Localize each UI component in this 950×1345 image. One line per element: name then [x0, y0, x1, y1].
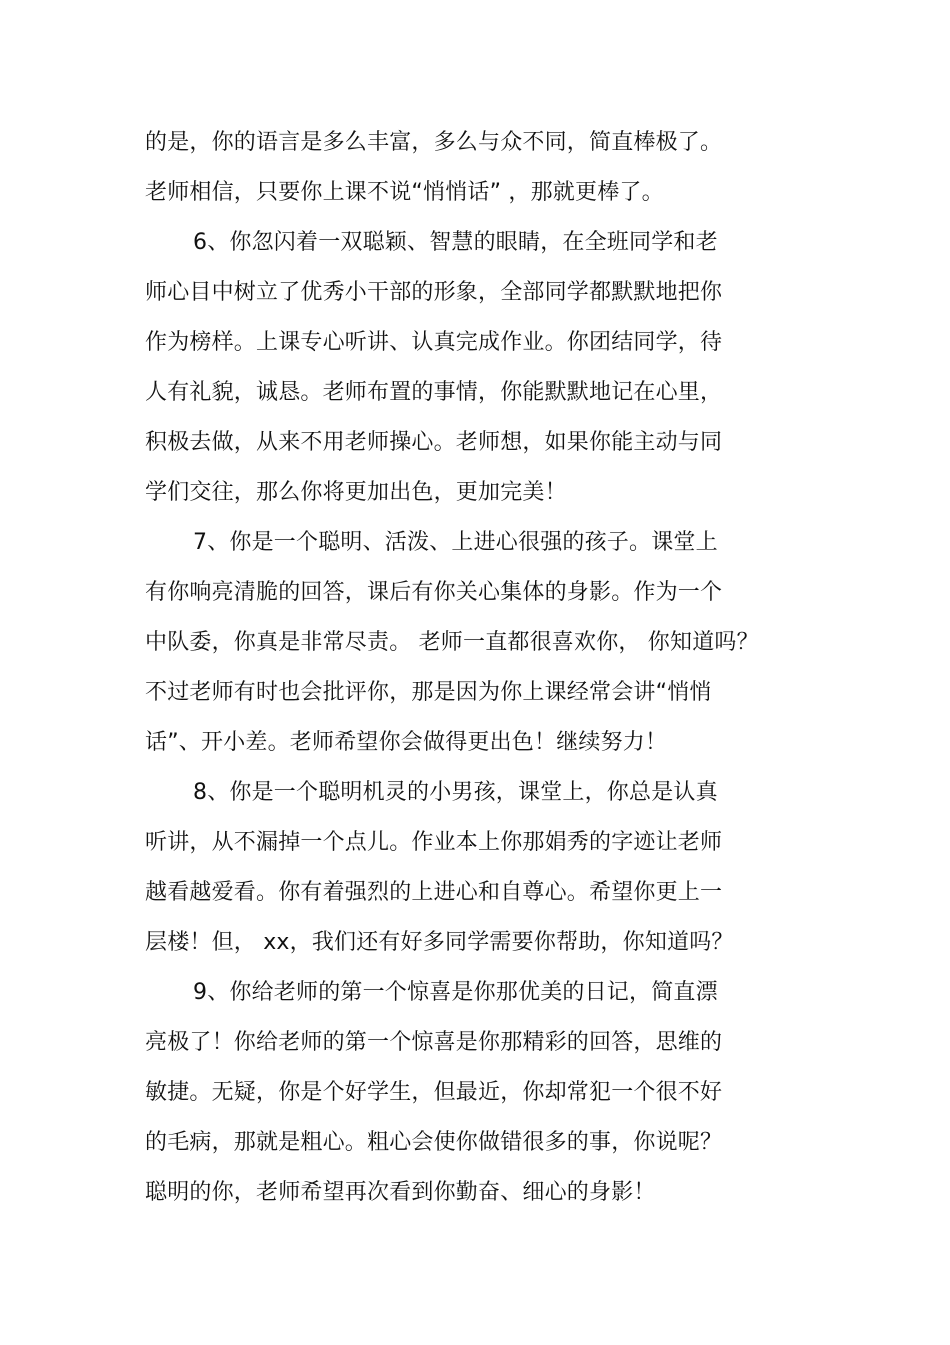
- text-line-19: 亮极了！你给老师的第一个惊喜是你那精彩的回答，思维的: [145, 1030, 723, 1055]
- text-line-11: 中队委，你真是非常尽责。 老师一直都很喜欢你， 你知道吗？: [145, 630, 759, 655]
- text-line-6: 人有礼貌，诚恳。老师布置的事情，你能默默地记在心里，: [145, 380, 723, 405]
- text-line-7: 积极去做，从来不用老师操心。老师想，如果你能主动与同: [145, 430, 723, 455]
- text-line-12: 不过老师有时也会批评你，那是因为你上课经常会讲“悄悄: [145, 680, 712, 705]
- text-line-17: 层楼！但， xx，我们还有好多同学需要你帮助，你知道吗？: [145, 930, 734, 955]
- text-line-2: 老师相信，只要你上课不说“悄悄话” ，那就更棒了。: [145, 180, 664, 205]
- text-line-16: 越看越爱看。你有着强烈的上进心和自尊心。希望你更上一: [145, 880, 723, 905]
- text-line-20: 敏捷。无疑，你是个好学生，但最近，你却常犯一个很不好: [145, 1080, 723, 1105]
- text-line-21: 的毛病，那就是粗心。粗心会使你做错很多的事，你说呢？: [145, 1130, 723, 1155]
- text-line-22: 聪明的你，老师希望再次看到你勤奋、细心的身影！: [145, 1180, 656, 1205]
- text-line-15: 听讲，从不漏掉一个点儿。作业本上你那娟秀的字迹让老师: [145, 830, 723, 855]
- text-line-5: 作为榜样。上课专心听讲、认真完成作业。你团结同学，待: [145, 330, 723, 355]
- text-line-8: 学们交往，那么你将更加出色，更加完美！: [145, 480, 567, 505]
- text-line-13: 话”、开小差。老师希望你会做得更出色！继续努力！: [145, 730, 668, 755]
- paragraph-6-start: 6、你忽闪着一双聪颖、智慧的眼睛，在全班同学和老: [193, 230, 718, 255]
- paragraph-9-start: 9、你给老师的第一个惊喜是你那优美的日记，简直漂: [193, 980, 718, 1005]
- paragraph-7-start: 7、你是一个聪明、活泼、上进心很强的孩子。课堂上: [193, 530, 718, 555]
- paragraph-8-start: 8、你是一个聪明机灵的小男孩，课堂上，你总是认真: [193, 780, 718, 805]
- text-line-10: 有你响亮清脆的回答，课后有你关心集体的身影。作为一个: [145, 580, 723, 605]
- text-line-4: 师心目中树立了优秀小干部的形象，全部同学都默默地把你: [145, 280, 723, 305]
- text-line-1: 的是，你的语言是多么丰富，多么与众不同，简直棒极了。: [145, 130, 723, 155]
